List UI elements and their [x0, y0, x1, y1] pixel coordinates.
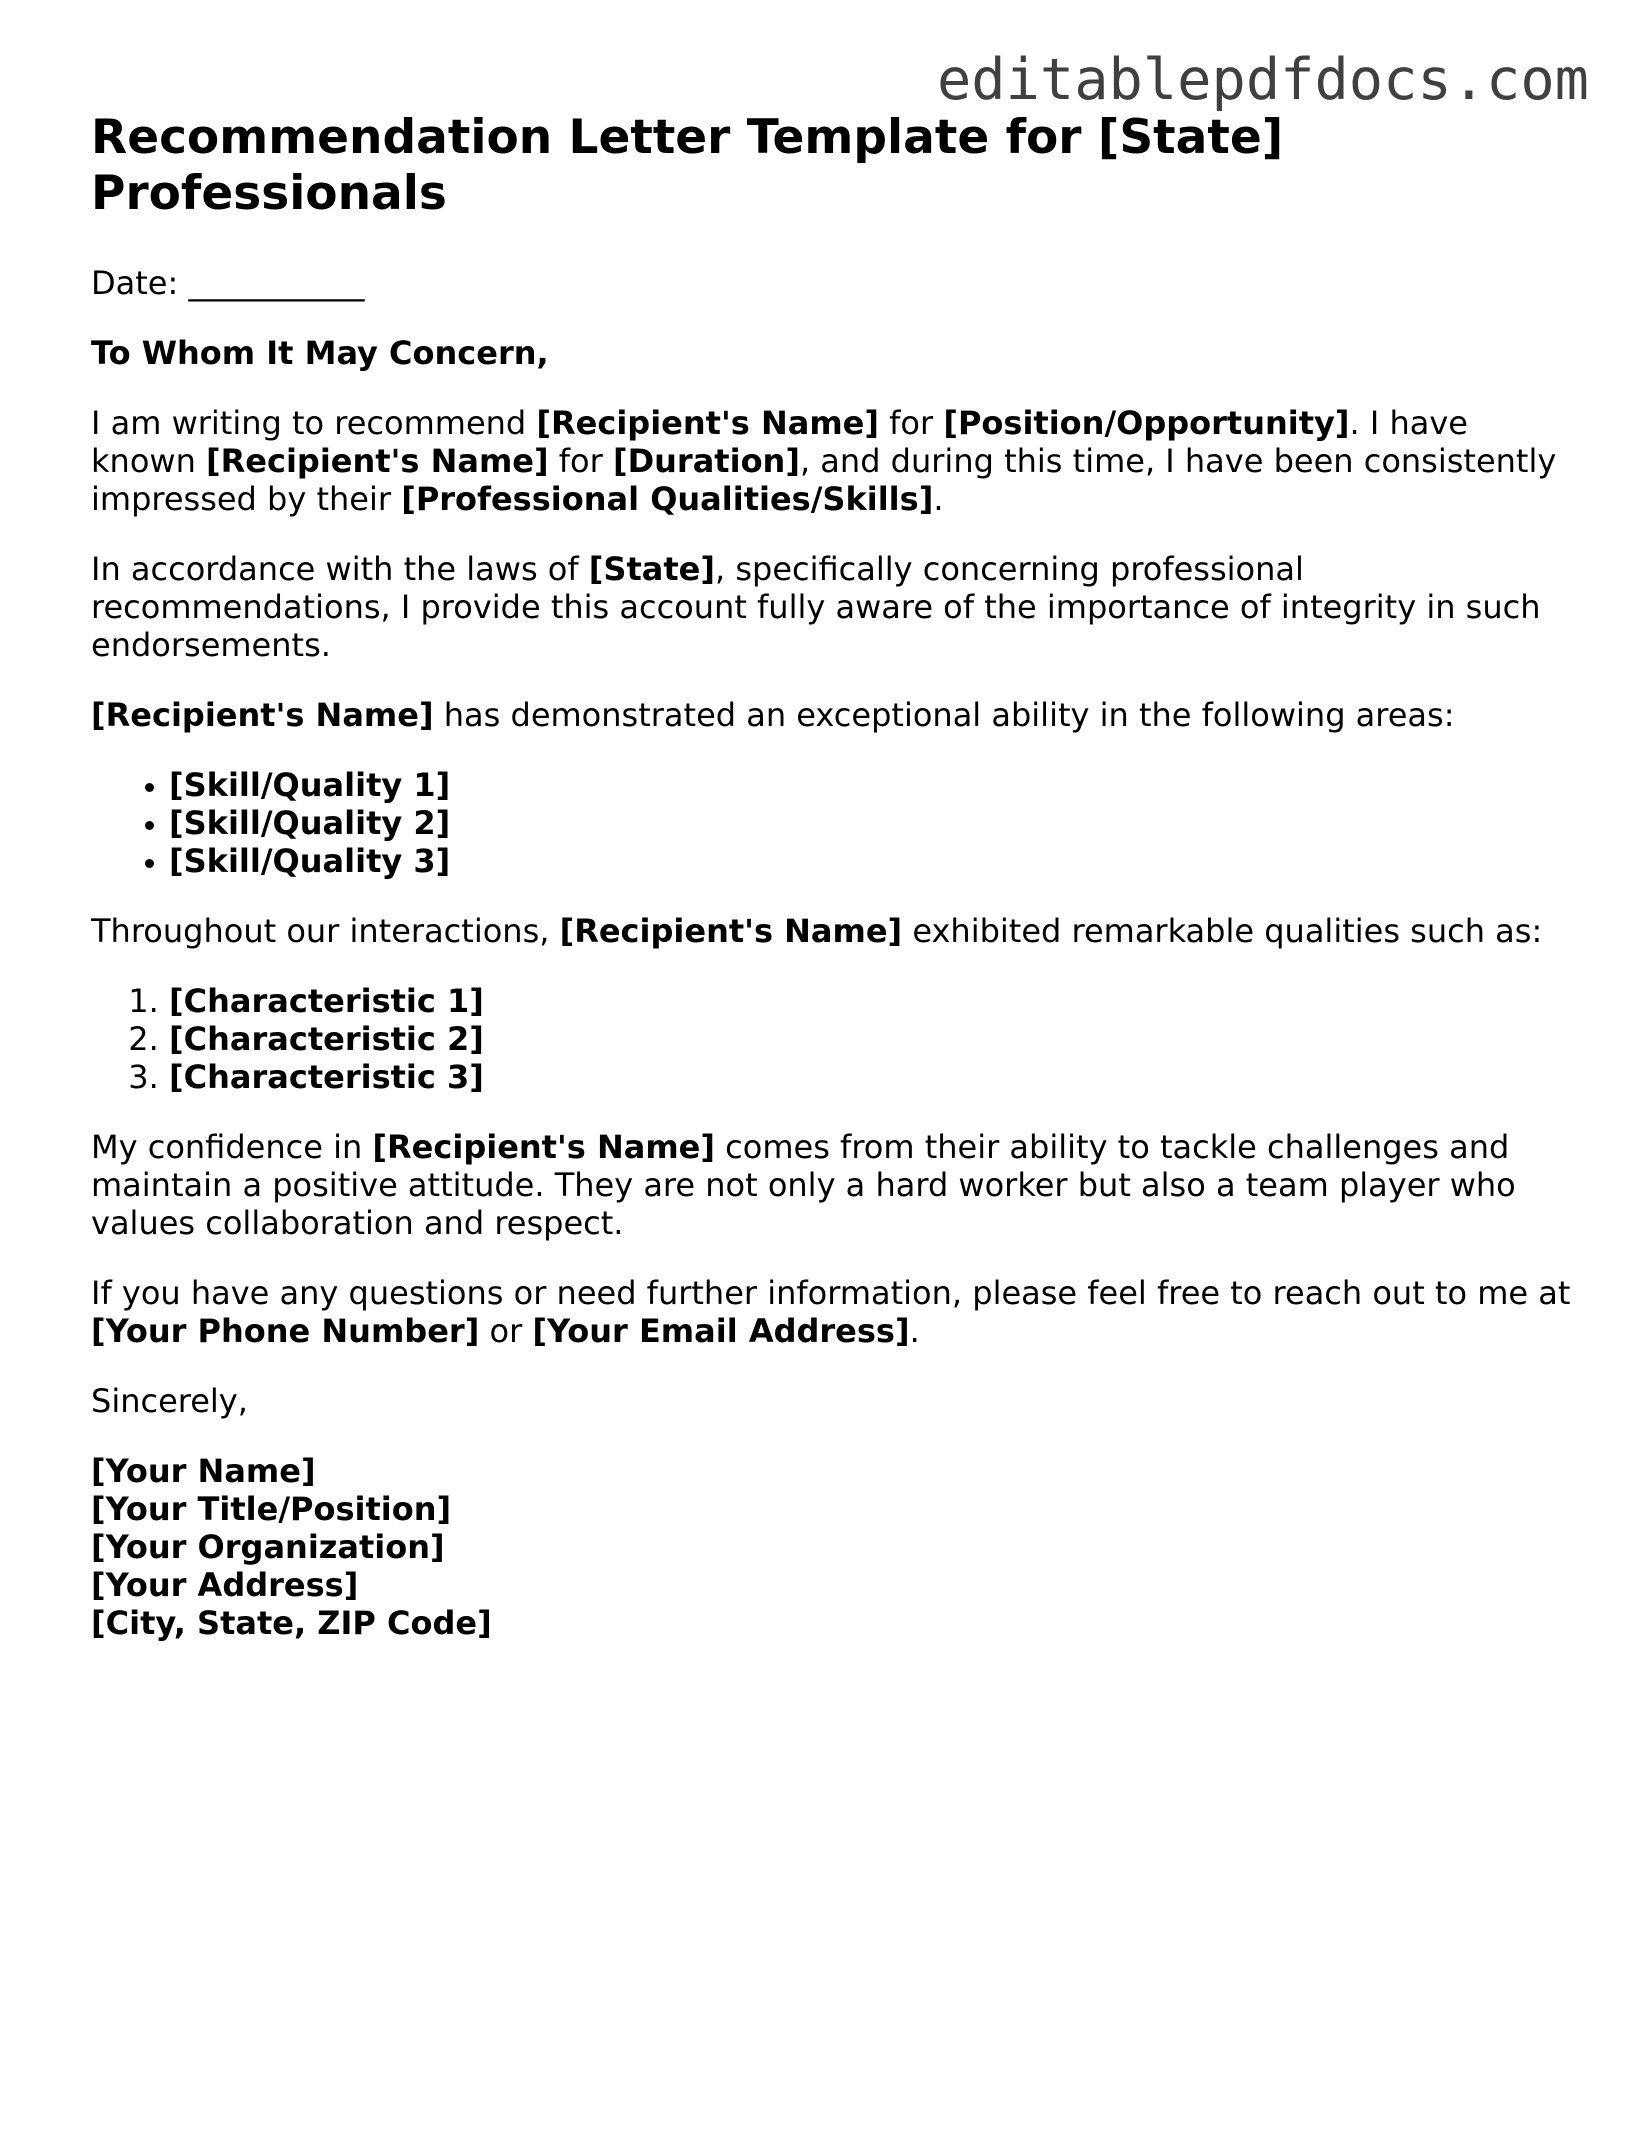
placeholder-position: [Position/Opportunity]: [943, 404, 1350, 442]
placeholder-recipient-name: [Recipient's Name]: [372, 1128, 715, 1166]
text-run: comes from their ability to tackle challenges and maintain a positive attitude. They are not only a hard worker but also a team player who values collaboration and respect.: [91, 1128, 1516, 1242]
text-run: . I have known: [91, 404, 1468, 480]
letter-document: [91, 110, 1581, 1642]
closing: Sincerely,: [91, 1382, 248, 1420]
text-run: for: [878, 404, 944, 442]
placeholder-phone: [Your Phone Number]: [91, 1312, 480, 1350]
skills-list: [91, 766, 1581, 880]
signature-name: [Your Name]: [91, 1452, 316, 1490]
placeholder-duration: [Duration]: [612, 442, 800, 480]
signature-title: [Your Title/Position]: [91, 1490, 452, 1528]
text-run: or: [479, 1312, 533, 1350]
text-run: for: [548, 442, 613, 480]
salutation: [91, 334, 1581, 372]
paragraph-confidence: [91, 1128, 1581, 1242]
text-run: .: [933, 480, 944, 518]
date-label: Date:: [91, 264, 179, 302]
text-run: If you have any questions or need further information, please feel free to reach out to me at: [91, 1274, 1571, 1312]
text-run: , specifically concerning professional recommendations, I provide this account fully aware of the importance of integrity in such endorsements.: [91, 550, 1541, 664]
list-item: • [Skill/Quality 3]: [169, 842, 1581, 880]
placeholder-recipient-name: [Recipient's Name]: [559, 912, 903, 950]
list-item: • [Skill/Quality 1]: [169, 766, 1581, 804]
placeholder-state: [State]: [588, 550, 715, 588]
text-run: .: [909, 1312, 920, 1350]
signature-block: [91, 1452, 1581, 1642]
text-run: has demonstrated an exceptional ability in the following areas:: [433, 696, 1455, 734]
list-item: 3. [Characteristic 3]: [169, 1058, 1581, 1096]
placeholder-recipient-name: [Recipient's Name]: [206, 442, 549, 480]
placeholder-recipient-name: [Recipient's Name]: [536, 404, 879, 442]
paragraph-interactions: [91, 912, 1581, 950]
placeholder-email: [Your Email Address]: [532, 1312, 910, 1350]
date-blank: ___________: [188, 264, 365, 302]
signature-organization: [Your Organization]: [91, 1528, 445, 1566]
signature-address: [Your Address]: [91, 1566, 359, 1604]
placeholder-recipient-name: [Recipient's Name]: [91, 696, 434, 734]
paragraph-abilities: [91, 696, 1581, 734]
text-run: I am writing to recommend: [91, 404, 537, 442]
text-run: , and during this time, I have been consistently impressed by their: [91, 442, 1557, 518]
paragraph-intro: [91, 404, 1581, 518]
site-watermark: editablepdfdocs.com: [936, 47, 1589, 113]
paragraph-contact: [91, 1274, 1581, 1350]
placeholder-qualities: [Professional Qualities/Skills]: [401, 480, 934, 518]
page-title: Recommendation Letter Template for [State] Professionals: [91, 110, 1284, 221]
list-item: • [Skill/Quality 2]: [169, 804, 1581, 842]
list-item: 2. [Characteristic 2]: [169, 1020, 1581, 1058]
characteristics-list: [91, 982, 1581, 1096]
text-run: Throughout our interactions,: [91, 912, 560, 950]
signature-city: [City, State, ZIP Code]: [91, 1604, 492, 1642]
text-run: My confidence in: [91, 1128, 373, 1166]
paragraph-laws: [91, 550, 1581, 664]
text-run: exhibited remarkable qualities such as:: [902, 912, 1543, 950]
text-run: In accordance with the laws of: [91, 550, 589, 588]
salutation-text: To Whom It May Concern,: [91, 334, 549, 372]
list-item: 1. [Characteristic 1]: [169, 982, 1581, 1020]
date-line: [91, 264, 1581, 302]
